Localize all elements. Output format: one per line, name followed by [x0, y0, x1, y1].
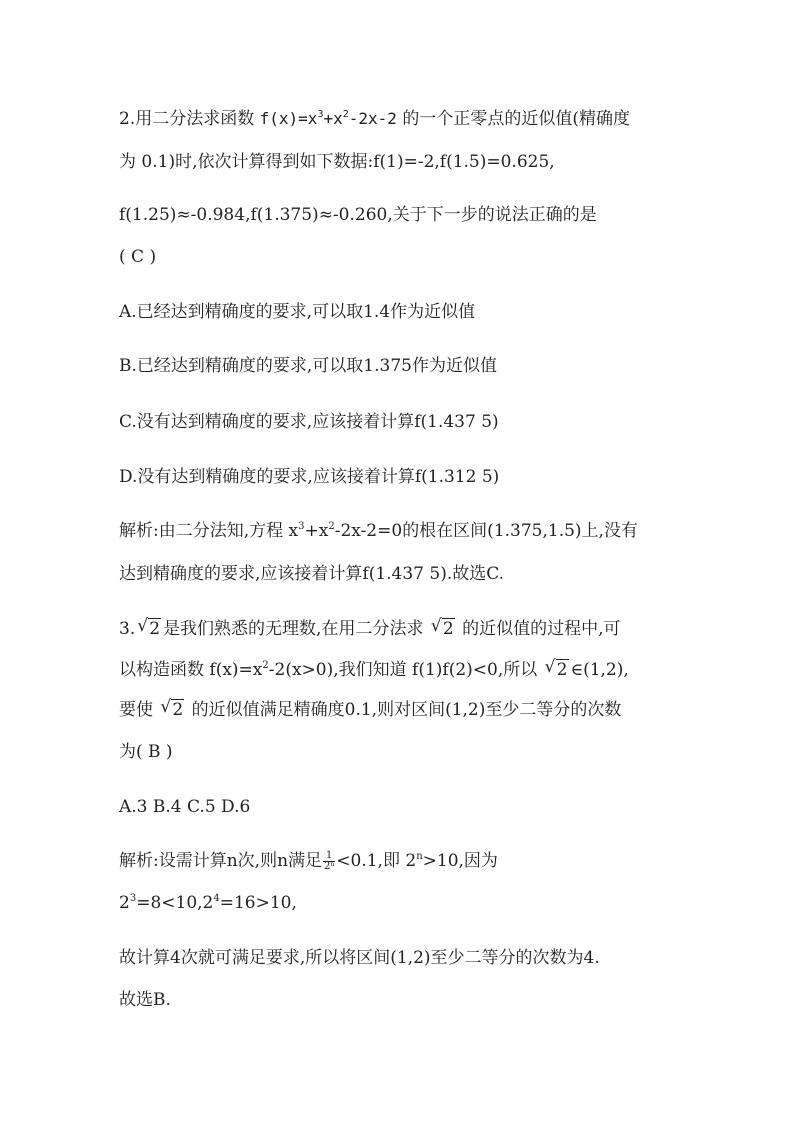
q2-stem-line-3: f(1.25)≈-0.984,f(1.375)≈-0.260,关于下一步的说法正确的是 — [119, 205, 597, 225]
radical-sign: √ — [137, 616, 149, 636]
fraction-numerator: 1 — [323, 851, 335, 862]
q3-stem-text: -2(x>0),我们知道 f(1)f(2)<0,所以 — [268, 660, 538, 680]
q3-solution-exponent-4: 4 — [213, 893, 220, 904]
radical-sign: √ — [160, 697, 172, 717]
q2-solution-exponent-2: 2 — [328, 521, 335, 532]
q2-stem-text: 2.用二分法求函数 — [119, 109, 255, 129]
sqrt-2-symbol — [137, 617, 161, 641]
q3-solution-exponent-3: 3 — [129, 893, 137, 904]
radicand: 2 — [442, 619, 454, 639]
q3-solution-text: =8<10,2 — [136, 893, 214, 913]
q3-stem-text: ∈(1,2), — [570, 660, 629, 680]
radicand: 2 — [172, 700, 184, 720]
q3-stem-text: 是我们熟悉的无理数,在用二分法求 — [163, 619, 424, 639]
q2-option-d: D.没有达到精确度的要求,应该接着计算f(1.312 5) — [119, 467, 500, 487]
q3-solution-text: <0.1,即 2 — [336, 851, 417, 871]
radicand: 2 — [556, 660, 568, 680]
fraction-denominator-base: 2 — [324, 861, 331, 872]
q2-option-a: A.已经达到精确度的要求,可以取1.4作为近似值 — [119, 302, 476, 322]
q3-solution-text: 2 — [119, 893, 130, 913]
q2-solution-text: -2x-2=0的根在区间(1.375,1.5)上,没有 — [334, 521, 638, 541]
q3-stem-text: 要使 — [119, 700, 153, 720]
q3-solution-text: =16>10, — [219, 893, 297, 913]
q2-solution-line-1 — [119, 519, 638, 543]
q2-exponent-3: 3 — [317, 109, 324, 120]
fraction-denominator-exponent: n — [330, 861, 335, 868]
q2-solution-line-2: 达到精确度的要求,应该接着计算f(1.437 5).故选C. — [119, 564, 505, 584]
q3-stem-line-1 — [119, 617, 621, 641]
q3-solution-line-1 — [119, 849, 498, 873]
q3-options: A.3 B.4 C.5 D.6 — [119, 797, 251, 817]
q3-stem-line-3 — [119, 698, 621, 722]
q3-stem-text: 以构造函数 f(x)=x — [119, 660, 263, 680]
sqrt-2-symbol — [160, 698, 184, 722]
q3-solution-exponent-n: n — [416, 851, 423, 862]
q2-function — [260, 109, 397, 128]
radicand: 2 — [149, 619, 161, 639]
q2-option-c: C.没有达到精确度的要求,应该接着计算f(1.437 5) — [119, 412, 499, 432]
q2-function-part: -2x-2 — [348, 109, 397, 128]
q2-solution-exponent-3: 3 — [298, 521, 305, 532]
q2-function-part: +x — [323, 109, 343, 128]
q2-solution-text: 解析:由二分法知,方程 x — [119, 521, 299, 541]
q3-stem-text: 的近似值的过程中,可 — [462, 619, 621, 639]
q3-stem-text: 的近似值满足精确度0.1,则对区间(1,2)至少二等分的次数 — [191, 700, 622, 720]
sqrt-2-symbol — [545, 658, 569, 682]
q3-solution-text: 解析:设需计算n次,则n满足 — [119, 851, 323, 871]
q3-number: 3. — [119, 619, 136, 639]
q2-stem-line-1 — [119, 107, 630, 131]
q3-exponent-2: 2 — [262, 660, 269, 671]
q2-stem-text: 的一个正零点的近似值(精确度 — [402, 109, 630, 129]
q2-stem-line-2: 为 0.1)时,依次计算得到如下数据:f(1)=-2,f(1.5)=0.625, — [119, 152, 555, 172]
q3-stem-line-2 — [119, 658, 629, 682]
fraction-denominator — [323, 862, 335, 872]
radical-sign: √ — [430, 616, 442, 636]
q3-solution-line-2 — [119, 891, 297, 915]
q3-solution-text: >10,因为 — [422, 851, 498, 871]
q2-exponent-2: 2 — [342, 109, 349, 120]
q2-solution-text: +x — [304, 521, 329, 541]
sqrt-2-symbol — [431, 617, 455, 641]
q3-solution-line-4: 故选B. — [119, 990, 171, 1010]
q2-option-b: B.已经达到精确度的要求,可以取1.375作为近似值 — [119, 356, 497, 376]
q2-answer: ( C ) — [119, 247, 157, 267]
q2-function-part: f(x)=x — [259, 109, 318, 128]
q3-solution-line-3: 故计算4次就可满足要求,所以将区间(1,2)至少二等分的次数为4. — [119, 948, 600, 968]
q3-answer: 为( B ) — [119, 742, 173, 762]
fraction-1-over-2n — [323, 851, 335, 872]
radical-sign: √ — [544, 657, 556, 677]
